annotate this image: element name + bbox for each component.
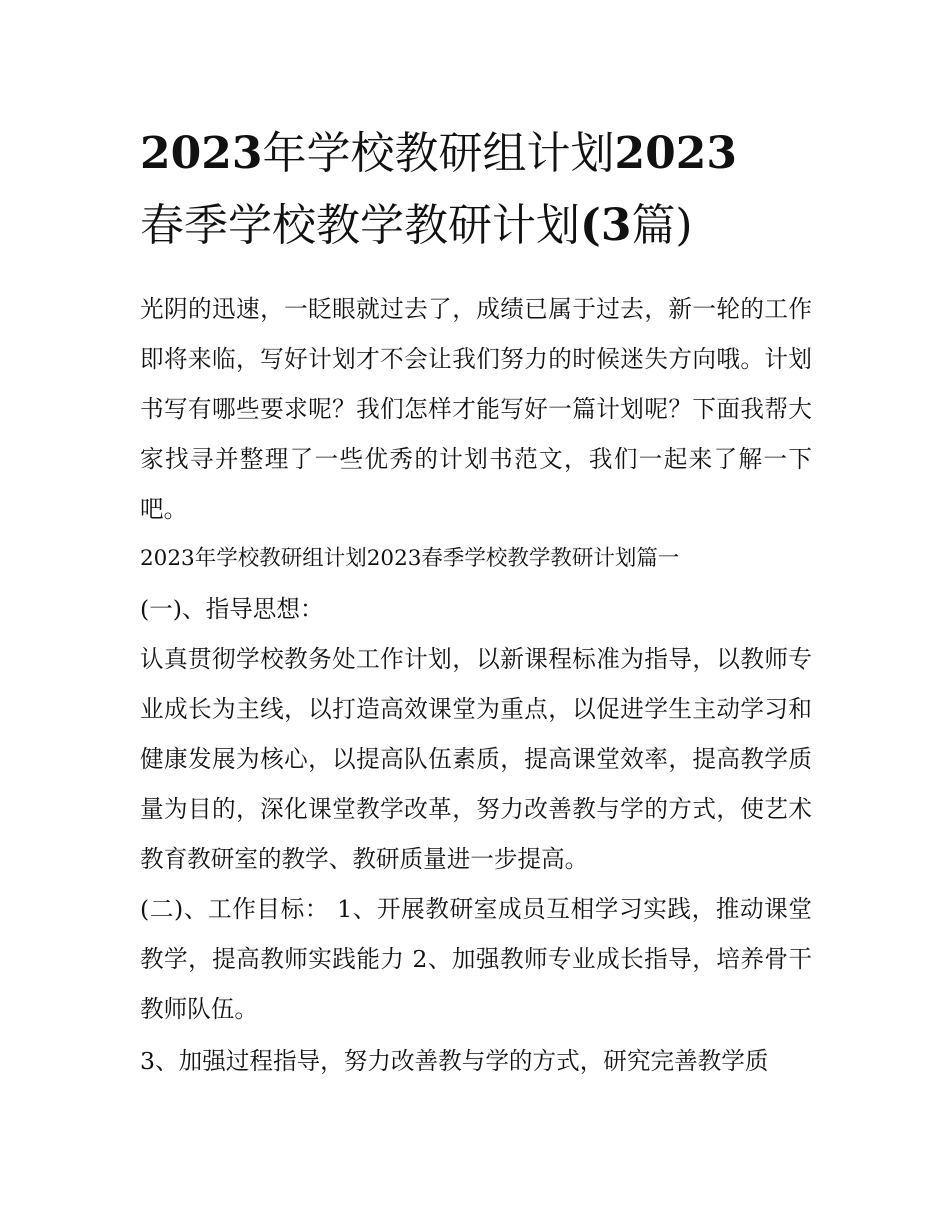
title-year-1: 2023 [140,128,263,179]
goals-paragraph: (二)、工作目标： 1、开展教研室成员互相学习实践，推动课堂教学，提高教师实践能力 2、加强教师专业成长指导，培养骨干教师队伍。 [140,895,812,1023]
title-text-1: 年学校教研组计划 [262,128,615,179]
document-title [140,118,812,262]
title-text-3: 篇) [631,200,693,251]
section-heading: 2023年学校教研组计划2023春季学校教学教研计划篇一 [140,546,680,571]
guiding-heading: (一)、指导思想： [140,595,324,623]
title-text-2: 春季学校教学教研计划 [140,200,580,251]
title-year-2: 2023 [614,128,737,179]
item-3-paragraph: 3、加强过程指导，努力改善教与学的方式，研究完善教学质 [140,1047,769,1075]
document-page [140,118,812,1086]
title-spacer [140,262,812,284]
guiding-paragraph: 认真贯彻学校教务处工作计划，以新课程标准为指导，以教师专业成长为主线，以打造高效课堂为重点，以促进学生主动学习和健康发展为核心，以提高队伍素质，提高课堂效率，提高教学质量为目的，深化课堂教学改革，努力改善教与学的方式，使艺术教育教研室的教学、教研质量进一步提高。 [140,645,812,873]
intro-paragraph: 光阴的迅速，一眨眼就过去了，成绩已属于过去，新一轮的工作即将来临，写好计划才不会让我们努力的时候迷失方向哦。计划书写有哪些要求呢？我们怎样才能写好一篇计划呢？下面我帮大家找寻并整理了一些优秀的计划书范文，我们一起来了解一下吧。 [140,295,812,523]
title-count: (3 [580,200,632,251]
